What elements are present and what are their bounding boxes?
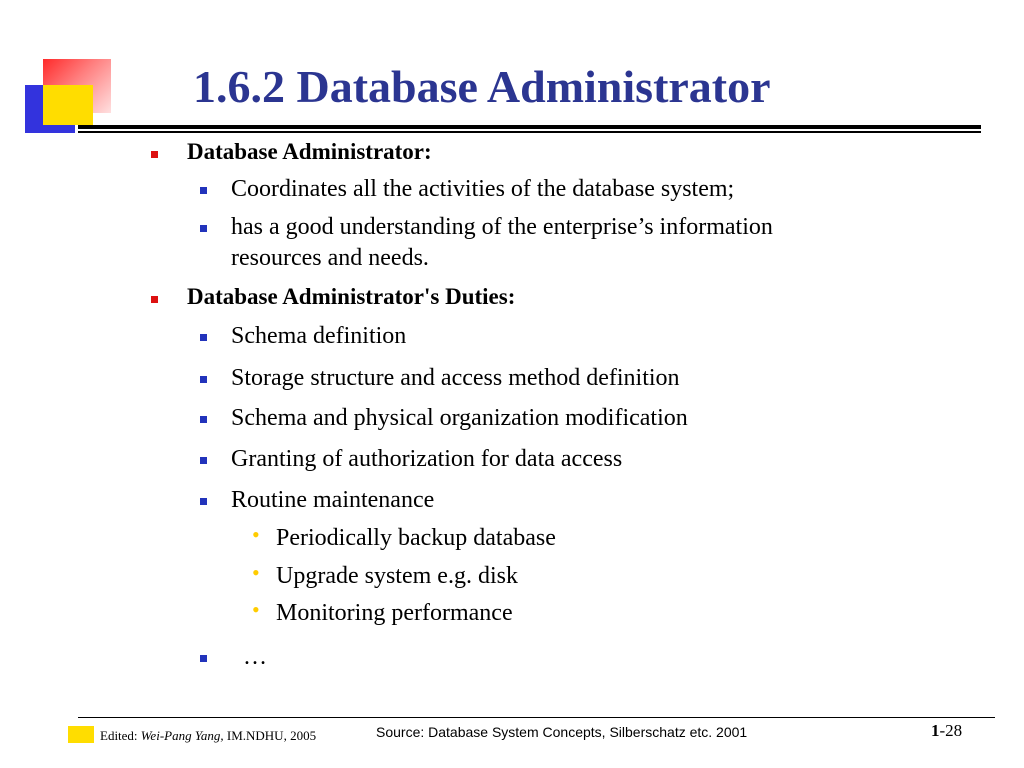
bullet-text: Storage structure and access method definition	[231, 365, 680, 391]
bullet-marker-level1	[151, 151, 158, 158]
bullet-marker-level2	[200, 376, 207, 383]
slide-title: 1.6.2 Database Administrator	[193, 61, 771, 112]
bullet-text: resources and needs.	[231, 245, 429, 271]
footer-page: -28	[939, 721, 963, 740]
bullet-marker-level3: •	[252, 560, 260, 585]
bullet-marker-level2	[200, 498, 207, 505]
bullet-marker-level2	[200, 457, 207, 464]
bullet-text: Schema and physical organization modification	[231, 405, 688, 431]
bullet-text: …	[243, 644, 267, 670]
bullet-marker-level1	[151, 296, 158, 303]
bullet-marker-level2	[200, 334, 207, 341]
bullet-text: Granting of authorization for data access	[231, 446, 623, 472]
bullet-marker-level3: •	[252, 597, 260, 622]
footer-rule	[78, 717, 995, 718]
bullet-text: Upgrade system e.g. disk	[276, 563, 518, 589]
footer-edited-label: Edited:	[100, 728, 141, 743]
bullet-text: has a good understanding of the enterprise’s information	[231, 214, 773, 240]
footer-edited	[100, 728, 316, 744]
bullet-marker-level2	[200, 187, 207, 194]
bullet-text: Coordinates all the activities of the database system;	[231, 176, 735, 202]
bullet-text: Database Administrator's Duties:	[187, 284, 516, 309]
title-rule-thin	[78, 131, 981, 133]
title-rule-thick	[78, 125, 981, 129]
footer-source: Source: Database System Concepts, Silberschatz etc. 2001	[376, 724, 748, 740]
bullet-marker-level2	[200, 655, 207, 662]
footer-chapter: 1	[931, 721, 940, 740]
bullet-marker-level2	[200, 416, 207, 423]
bullet-marker-level2	[200, 225, 207, 232]
footer-author: Wei-Pang Yang,	[140, 728, 224, 743]
bullet-text: Database Administrator:	[187, 139, 432, 164]
bullet-text: Periodically backup database	[276, 525, 556, 551]
bullet-text: Monitoring performance	[276, 600, 513, 626]
bullet-marker-level3: •	[252, 522, 260, 547]
footer-affiliation: IM.NDHU, 2005	[223, 728, 317, 743]
logo-yellow-square	[43, 85, 93, 125]
footer-page-number	[931, 721, 962, 741]
footer-yellow-box	[68, 726, 94, 743]
slide-logo	[0, 0, 120, 140]
bullet-text: Schema definition	[231, 323, 407, 349]
bullet-text: Routine maintenance	[231, 487, 435, 513]
